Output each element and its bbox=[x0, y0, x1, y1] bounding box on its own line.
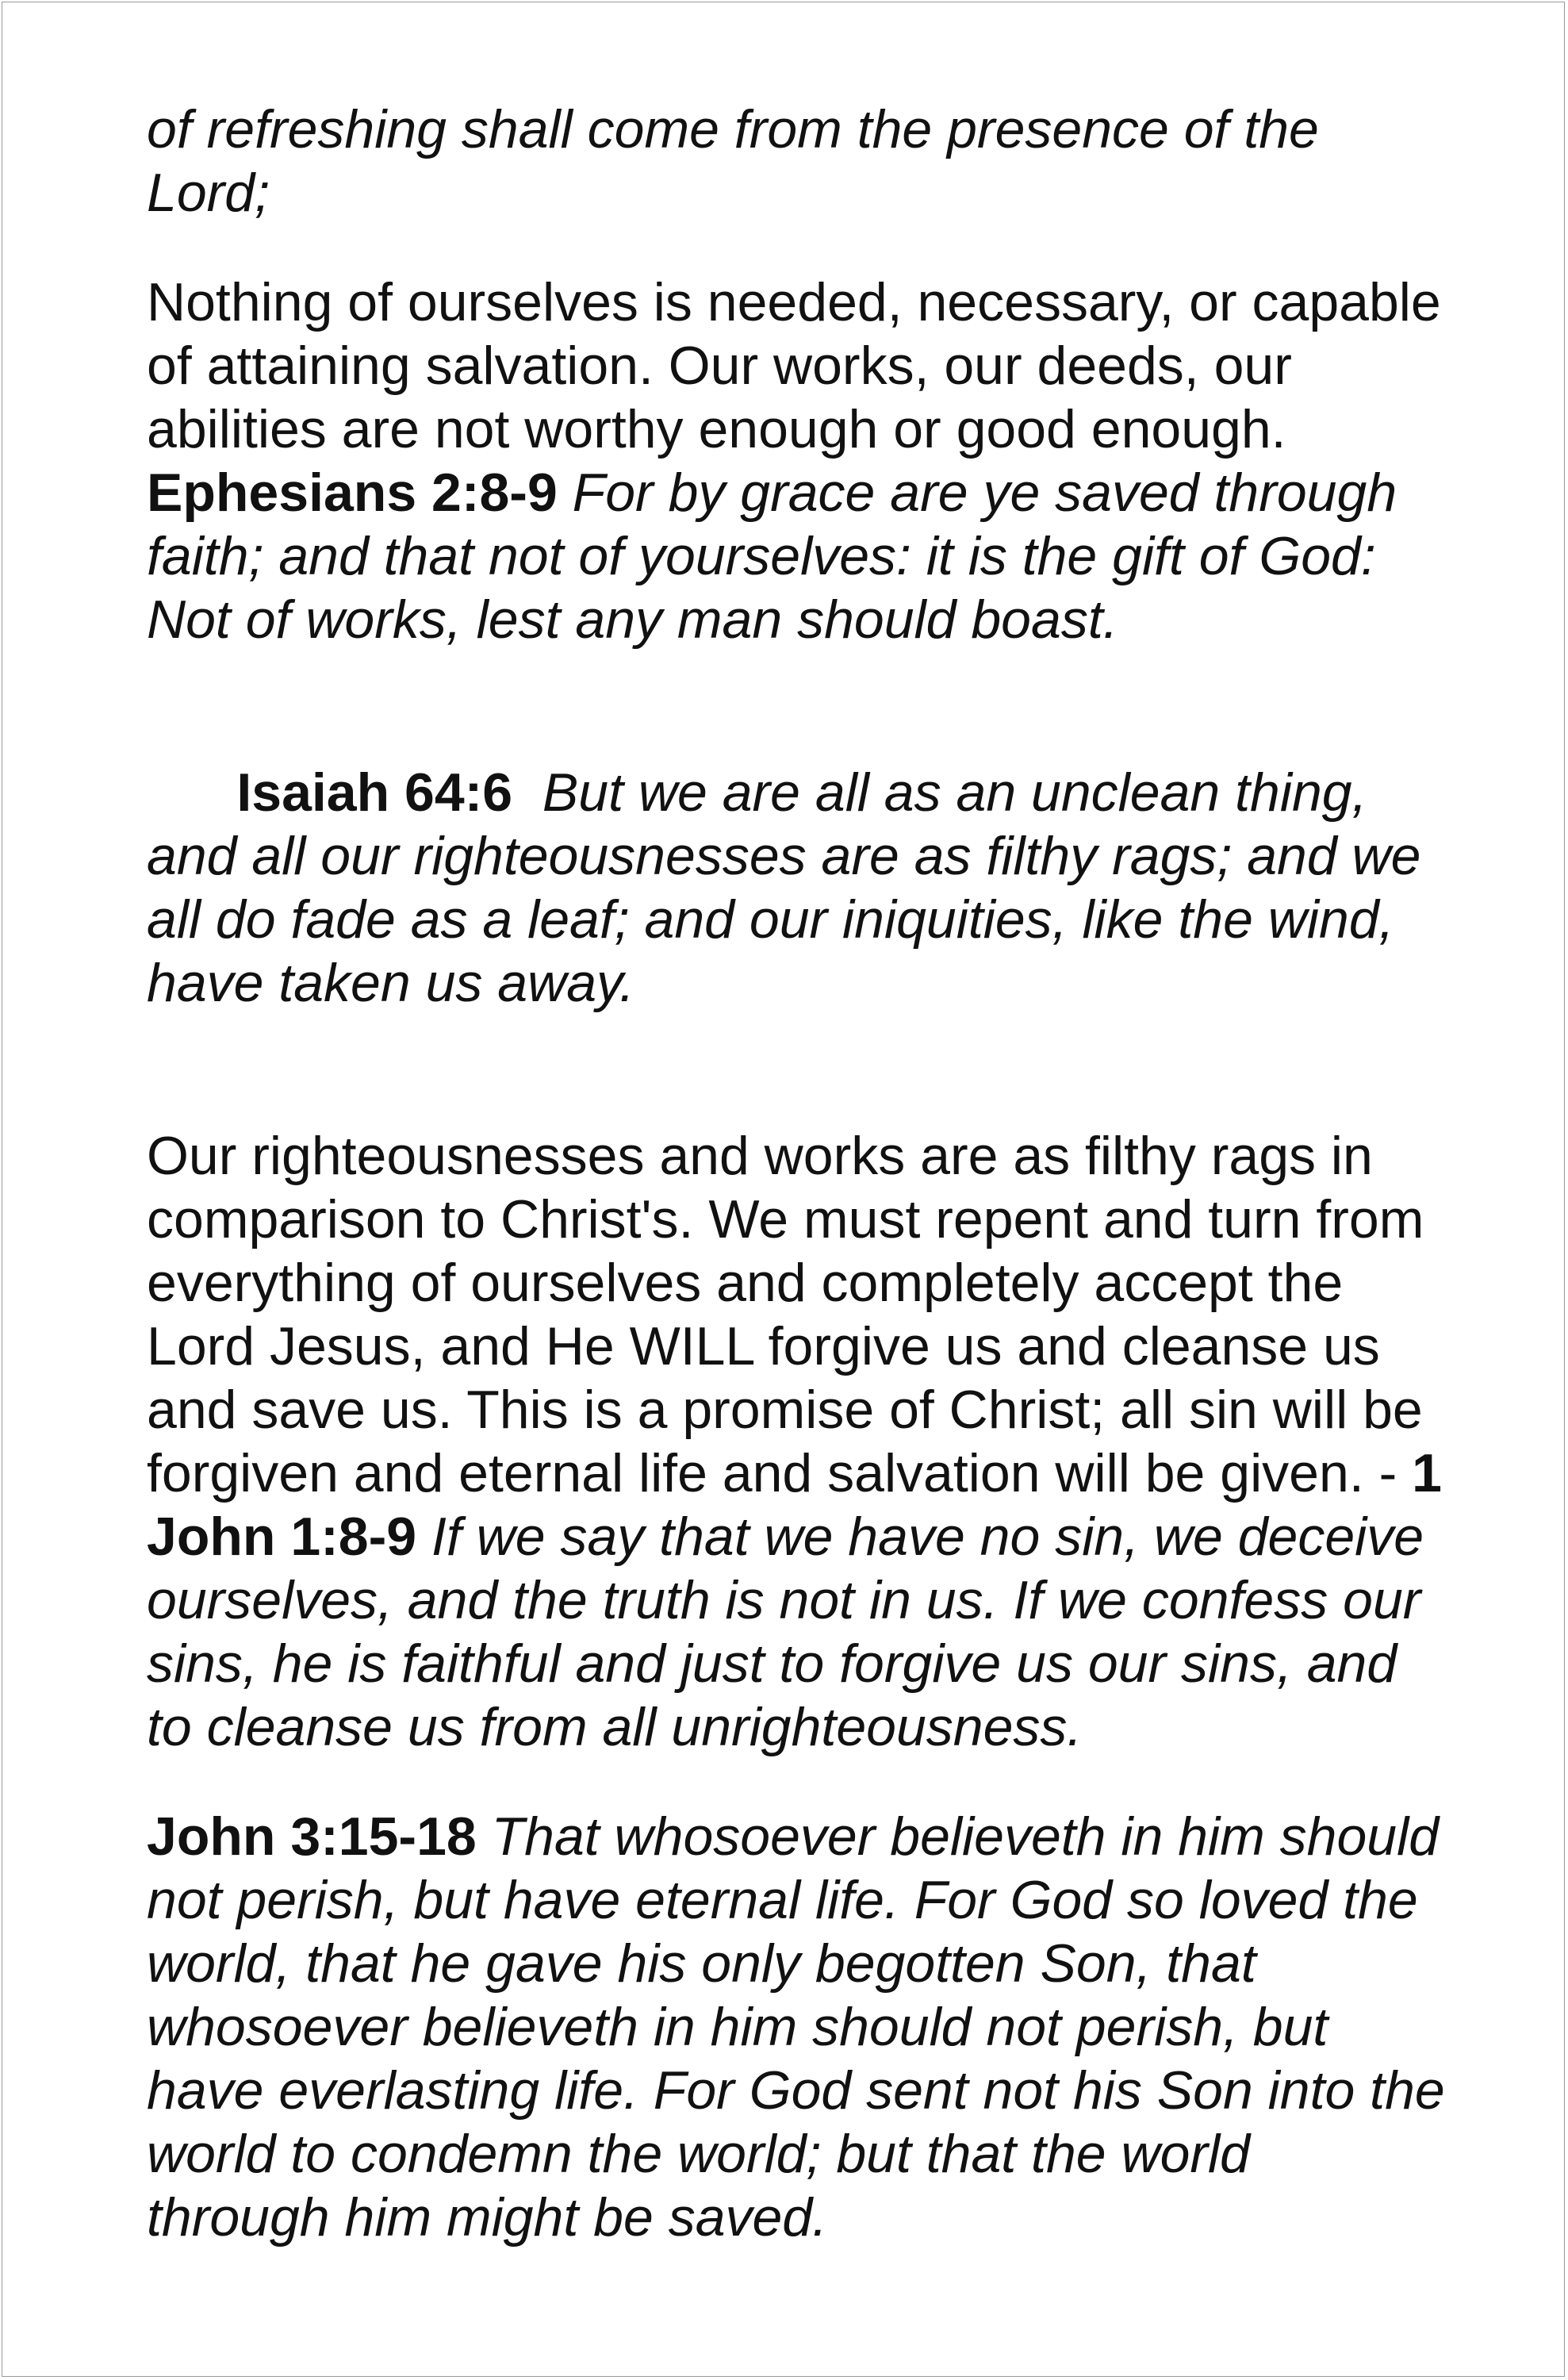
body-text: Our righteousnesses and works are as filthy rags in comparison to Christ's. We must repent and turn from everything of ourselves and completely accept the Lord Jesus, and He WILL forgive us and cleanse us and save us. This is a promise of Christ; all sin will be forgiven and eternal life and salvation will be given. - bbox=[147, 1126, 1424, 1503]
paragraph-righteousnesses bbox=[147, 1124, 1447, 1759]
document-body bbox=[147, 98, 1447, 2295]
paragraph-isaiah bbox=[147, 697, 1447, 1078]
verse-text: of refreshing shall come from the presence of the Lord; bbox=[147, 99, 1319, 223]
scripture-reference-john: John 3:15-18 bbox=[147, 1806, 477, 1867]
paragraph-john-3 bbox=[147, 1805, 1447, 2249]
scripture-reference-1-john: 1 John 1:8-9 bbox=[147, 1443, 1442, 1567]
scripture-reference-ephesians: Ephesians 2:8-9 bbox=[147, 463, 558, 523]
document-page bbox=[2, 2, 1565, 2377]
paragraph-refreshing bbox=[147, 98, 1447, 225]
verse-text: That whosoever believeth in him should not perish, but have eternal life. For God so loved the world, that he gave his only begotten Son, that whosoever believeth in him should not perish, but have everlasting life. For God sent not his Son into the world to condemn the world; but that the world through him might be saved. bbox=[147, 1806, 1445, 2248]
verse-text: For by grace are ye saved through faith; and that not of yourselves: it is the gift of God: Not of works, lest any man should boast. bbox=[147, 463, 1397, 650]
verse-text: If we say that we have no sin, we deceive ourselves, and the truth is not in us. If we confess our sins, he is faithful and just to forgive us our sins, and to cleanse us from all unrighteousness. bbox=[147, 1507, 1424, 1757]
body-text: Nothing of ourselves is needed, necessary, or capable of attaining salvation. Our works, our deeds, our abilities are not worthy enough or good enough. bbox=[147, 272, 1441, 459]
paragraph-nothing-of-ourselves bbox=[147, 271, 1447, 651]
scripture-reference-isaiah: Isaiah 64:6 bbox=[236, 762, 513, 823]
verse-text: But we are all as an unclean thing, and all our righteousnesses are as filthy rags; and we all do fade as a leaf; and our iniquities, like the wind, have taken us away. bbox=[147, 762, 1436, 1013]
